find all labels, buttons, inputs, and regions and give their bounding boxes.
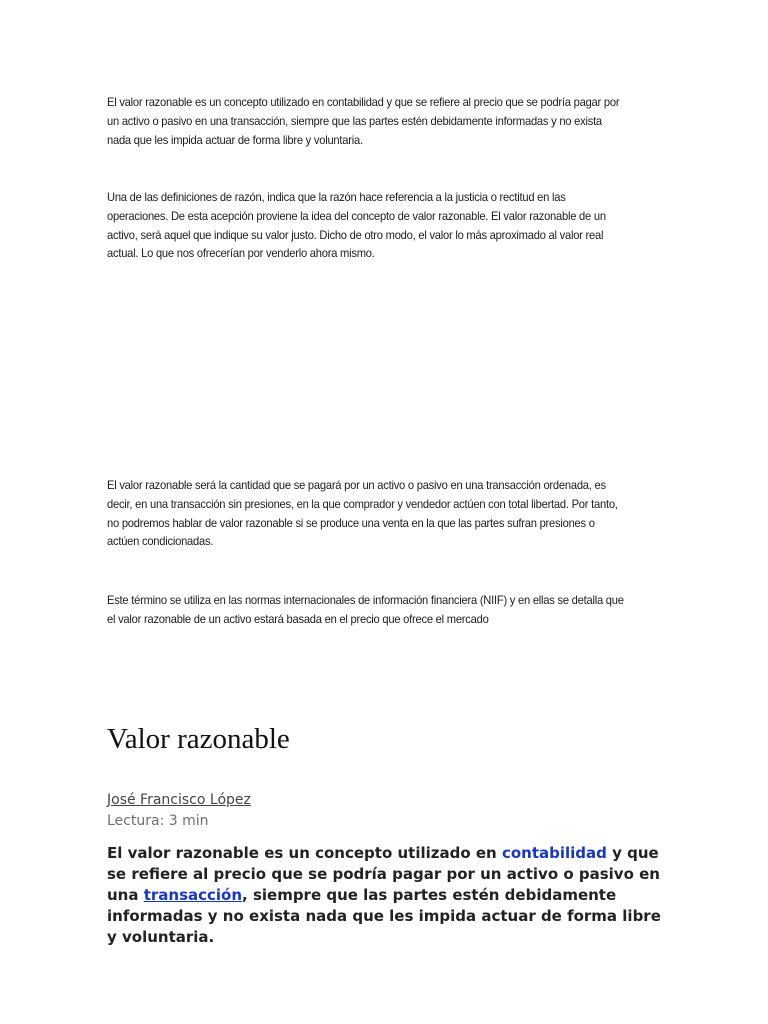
- author-link[interactable]: José Francisco López: [107, 792, 251, 808]
- paragraph-3: El valor razonable será la cantidad que se pagará por un activo o pasivo en una transacción ordenada, es decir, en una transacción sin presiones, en la que comprador y vendedor actúen con total libertad. Por tanto, no podremos hablar de valor razonable si se produce una venta en la que las partes sufran presiones o actúen condicionadas.: [107, 478, 618, 549]
- lead-text-2: y que se refiere al precio que se podría pagar por un activo o pasivo en una: [107, 844, 660, 904]
- paragraph-4: Este término se utiliza en las normas internacionales de información financiera (NIIF) y en ellas se detalla que el valor razonable de un activo estará basada en el precio que ofrece el mercado: [107, 593, 624, 626]
- article-lead: [107, 843, 667, 948]
- paragraph-2: Una de las definiciones de razón, indica que la razón hace referencia a la justicia o rectitud en las operaciones. De esta acepción proviene la idea del concepto de valor razonable. El valor razonable de un activo, será aquel que indique su valor justo. Dicho de otro modo, el valor lo más aproximado al valor real actual. Lo que nos ofrecerían por venderlo ahora mismo.: [107, 190, 606, 261]
- reading-time: Lectura: 3 min: [107, 813, 209, 829]
- lead-text-1: El valor razonable es un concepto utilizado en: [107, 844, 502, 862]
- lead-text-3: , siempre que las partes estén debidamente informadas y no exista nada que les impida actuar de forma libre y voluntaria.: [107, 886, 661, 946]
- contabilidad-link[interactable]: contabilidad: [501, 844, 607, 862]
- article-title: Valor razonable: [107, 723, 290, 755]
- paragraph-1: El valor razonable es un concepto utilizado en contabilidad y que se refiere al precio que se podría pagar por un activo o pasivo en una transacción, siempre que las partes estén debidamente informadas y no exista nada que les impida actuar de forma libre y voluntaria.: [107, 95, 620, 147]
- transaccion-link[interactable]: transacción: [143, 886, 243, 904]
